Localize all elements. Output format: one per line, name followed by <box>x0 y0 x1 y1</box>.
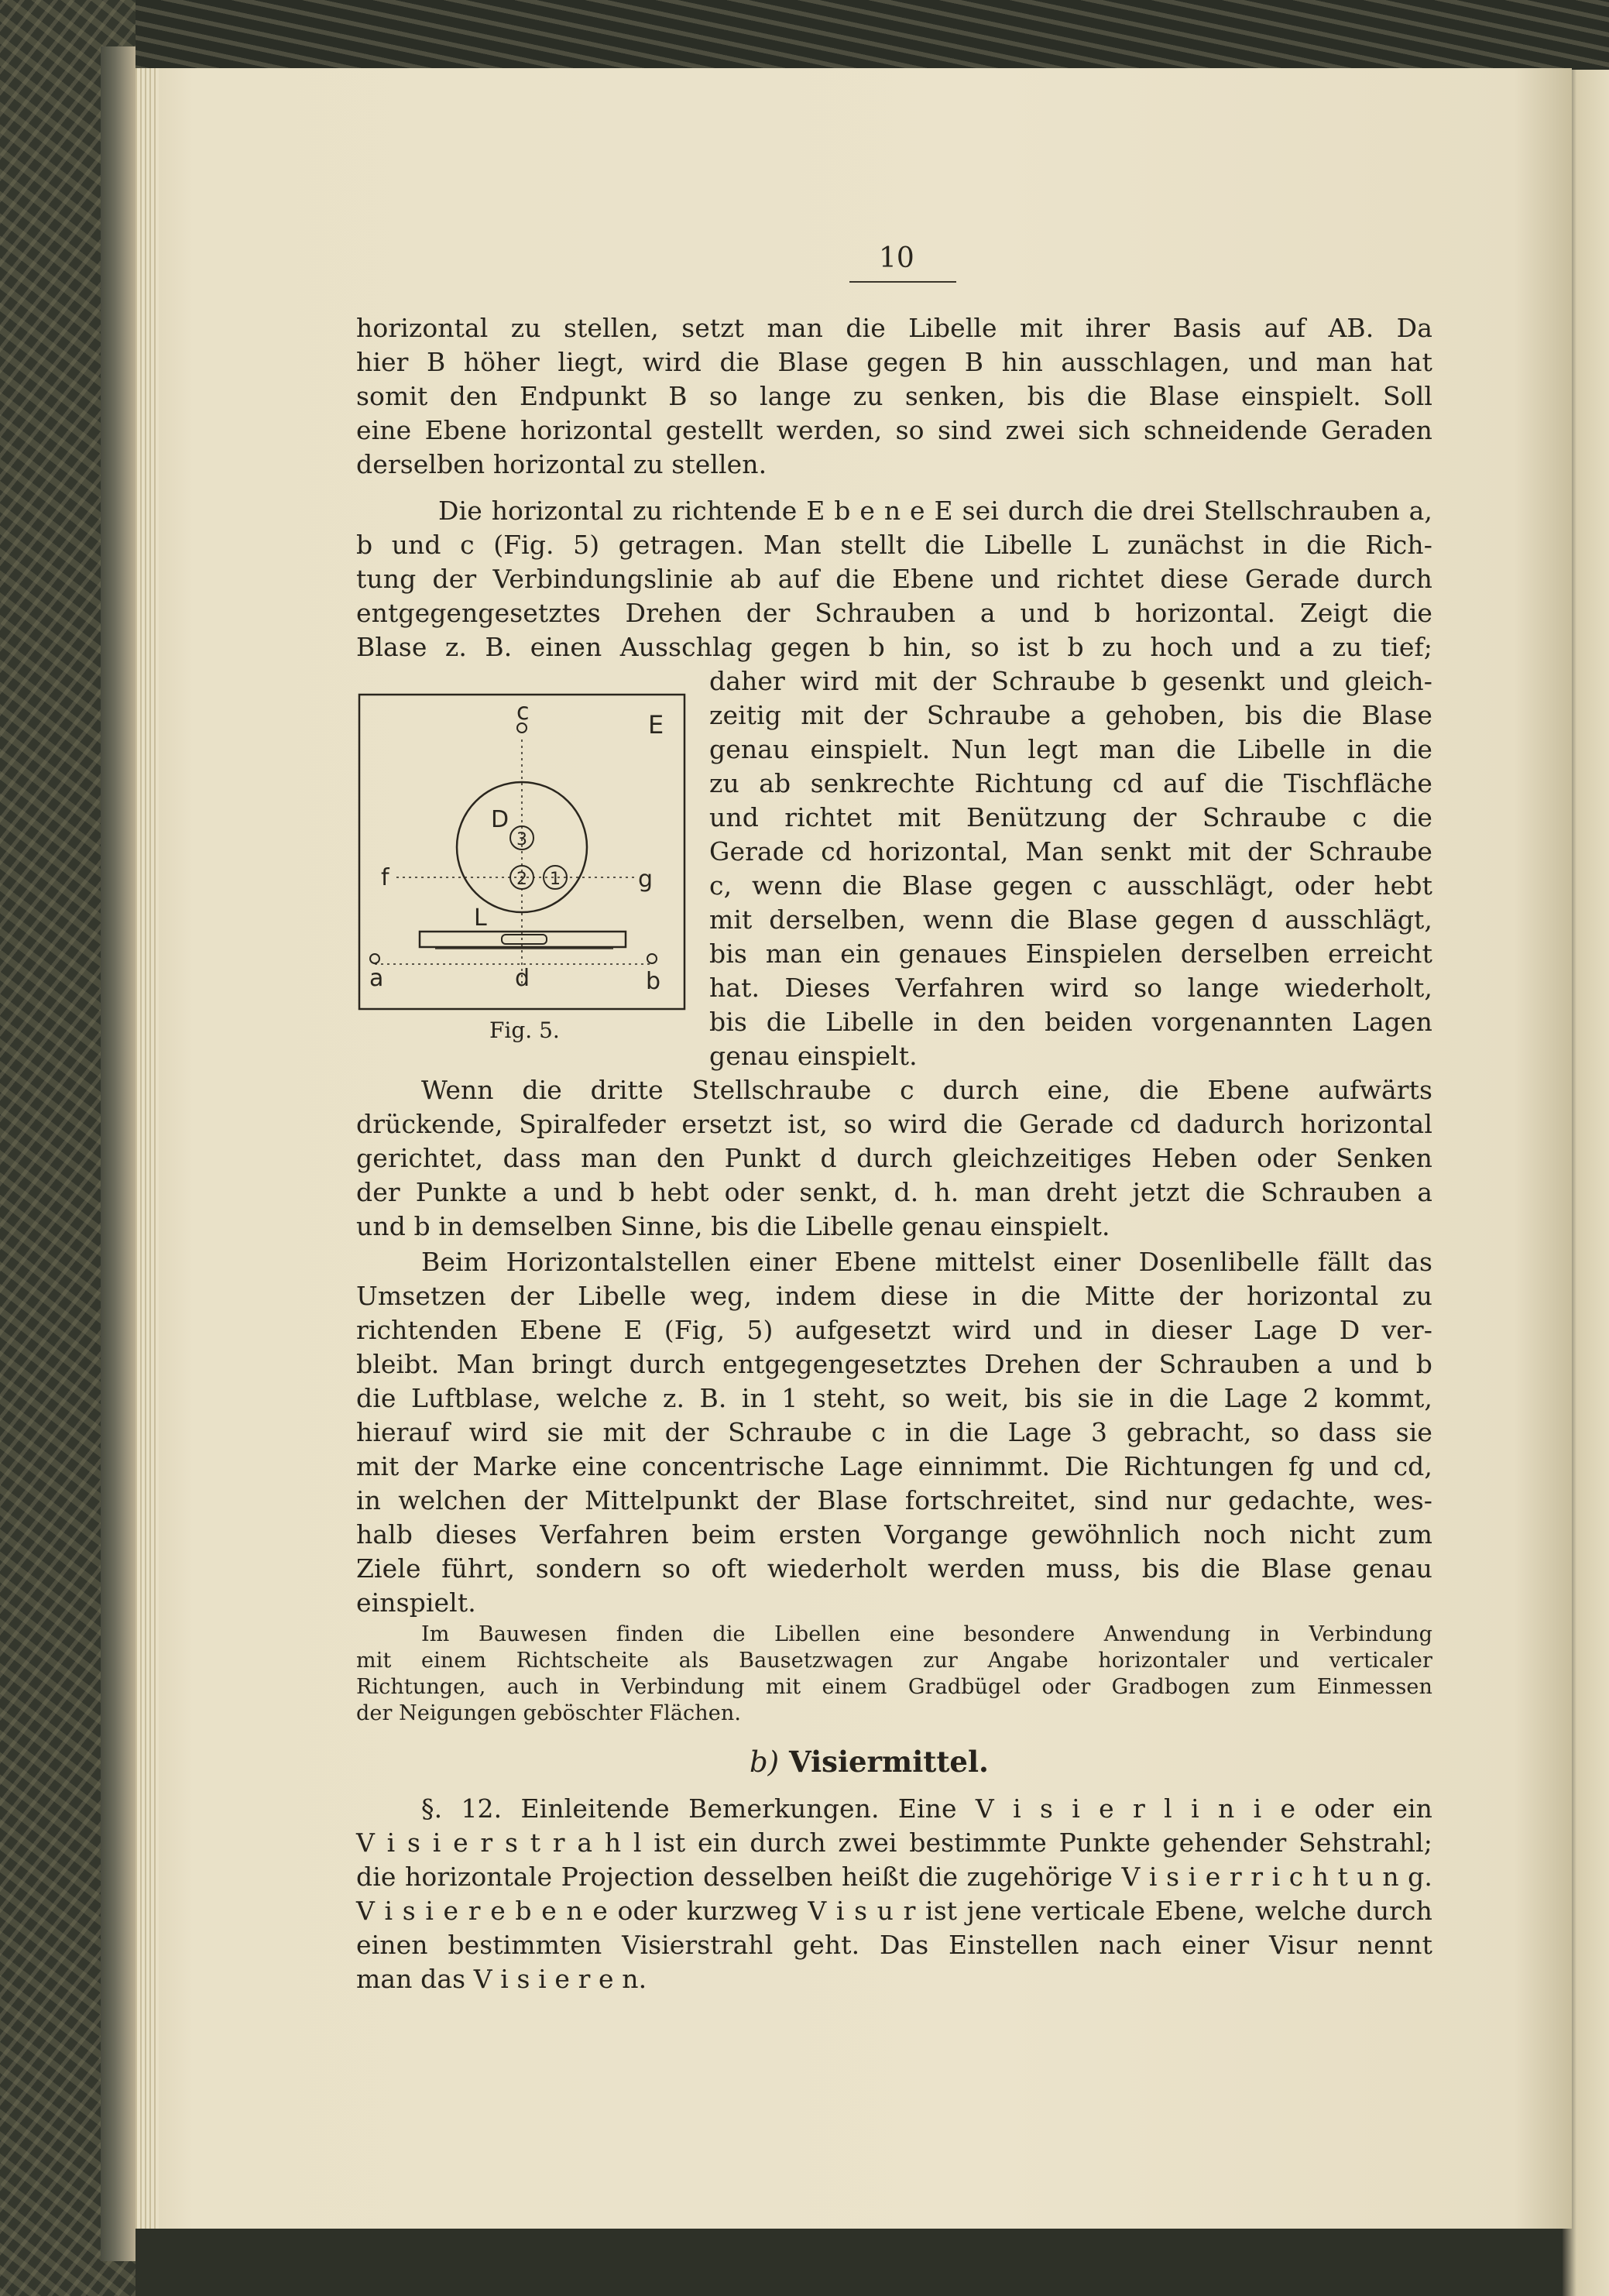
page-stack-edge <box>136 68 159 2229</box>
label-2: 2 <box>516 870 527 889</box>
text-line: V i s i e r e b e n e oder kurzweg V i s u r ist jene verticale Ebene, welche durch <box>356 1896 1432 1926</box>
text-line: hier B höher liegt, wird die Blase gegen B hin ausschlagen, und man hat <box>356 347 1432 377</box>
section-letter: b) <box>750 1745 780 1779</box>
text-line: somit den Endpunkt B so lange zu senken, bis die Blase einspielt. Soll <box>356 381 1432 411</box>
text-line: eine Ebene horizontal gestellt werden, so sind zwei sich schneidende Geraden <box>356 415 1432 445</box>
text-line: zu ab senkrechte Richtung cd auf die Tischfläche <box>709 768 1432 798</box>
text-line: mit derselben, wenn die Blase gegen d ausschlägt, <box>709 904 1432 935</box>
level-bubble <box>502 935 547 944</box>
screw-a <box>370 954 379 963</box>
text-line: Die horizontal zu richtende E b e n e E sei durch die drei Stellschrauben a, <box>438 496 1432 526</box>
label-b: b <box>646 968 661 995</box>
text-line: genau einspielt. Nun legt man die Libelle in die <box>709 734 1432 764</box>
text-line: einen bestimmten Visierstrahl geht. Das Einstellen nach einer Visur nennt <box>356 1930 1432 1960</box>
text-line: der Punkte a und b hebt oder senkt, d. h. man dreht jetzt die Schrauben a <box>356 1177 1432 1207</box>
note-line: mit einem Richtscheite als Bausetzwagen zur Angabe horizontaler und verticaler <box>356 1649 1432 1673</box>
page-number: 10 <box>879 242 914 274</box>
book-cover-top <box>0 0 1609 71</box>
text-line: und b in demselben Sinne, bis die Libelle genau einspielt. <box>356 1211 1110 1241</box>
text-line: in welchen der Mittelpunkt der Blase fortschreitet, sind nur gedachte, wes- <box>356 1485 1432 1515</box>
text-line: c, wenn die Blase gegen c ausschlägt, oder hebt <box>709 870 1432 901</box>
book-cover-left <box>0 0 136 2296</box>
text-line: Gerade cd horizontal, Man senkt mit der Schraube <box>709 836 1432 867</box>
text-line: die Luftblase, welche z. B. in 1 steht, so weit, bis sie in die Lage 2 kommt, <box>356 1383 1432 1413</box>
text-line: Blase z. B. einen Ausschlag gegen b hin, so ist b zu hoch und a zu tief; <box>356 632 1432 662</box>
text-line: drückende, Spiralfeder ersetzt ist, so wird die Gerade cd dadurch horizontal <box>356 1109 1432 1139</box>
text-line: b und c (Fig. 5) getragen. Man stellt die Libelle L zunächst in die Rich- <box>356 530 1432 560</box>
text-line: horizontal zu stellen, setzt man die Libelle mit ihrer Basis auf AB. Da <box>356 313 1432 343</box>
text-line: bis man ein genaues Einspielen derselben erreicht <box>709 939 1432 969</box>
label-D: D <box>491 806 509 833</box>
text-line: Umsetzen der Libelle weg, indem diese in die Mitte der horizontal zu <box>356 1281 1432 1311</box>
text-line: man das V i s i e r e n. <box>356 1964 647 1994</box>
text-line: und richtet mit Benützung der Schraube c die <box>709 802 1432 832</box>
section-title: Visiermittel. <box>789 1745 989 1779</box>
note-line: Im Bauwesen finden die Libellen eine besondere Anwendung in Verbindung <box>421 1622 1432 1646</box>
text-line: tung der Verbindungslinie ab auf die Ebene und richtet diese Gerade durch <box>356 564 1432 594</box>
screw-b <box>647 954 657 963</box>
figure-caption: Fig. 5. <box>489 1018 560 1043</box>
note-line: Richtungen, auch in Verbindung mit einem Gradbügel oder Gradbogen zum Einmessen <box>356 1675 1432 1699</box>
label-a: a <box>369 965 384 992</box>
text-line: zeitig mit der Schraube a gehoben, bis die Blase <box>709 700 1432 730</box>
text-line: V i s i e r s t r a h l ist ein durch zwei bestimmte Punkte gehender Sehstrahl; <box>356 1828 1432 1858</box>
text-line: hat. Dieses Verfahren wird so lange wiederholt, <box>709 973 1432 1003</box>
label-L: L <box>474 904 487 932</box>
label-3: 3 <box>516 830 527 849</box>
label-g: g <box>638 866 654 893</box>
text-line: halb dieses Verfahren beim ersten Vorgange gewöhnlich noch nicht zum <box>356 1519 1432 1550</box>
text-line: genau einspielt. <box>709 1041 918 1071</box>
text-line: richtenden Ebene E (Fig, 5) aufgesetzt wird und in dieser Lage D ver- <box>356 1315 1432 1345</box>
text-line: die horizontale Projection desselben heißt die zugehörige V i s i e r r i c h t u n g. <box>356 1862 1432 1892</box>
text-line: mit der Marke eine concentrische Lage einnimmt. Die Richtungen fg und cd, <box>356 1451 1432 1481</box>
label-1: 1 <box>550 870 561 889</box>
label-c: c <box>516 698 530 726</box>
note-line: der Neigungen geböschter Flächen. <box>356 1701 741 1725</box>
text-line: Beim Horizontalstellen einer Ebene mittelst einer Dosenlibelle fällt das <box>421 1247 1432 1277</box>
section-heading <box>750 1745 989 1779</box>
text-line: Wenn die dritte Stellschraube c durch eine, die Ebene aufwärts <box>421 1075 1432 1105</box>
figure-5-diagram <box>358 693 686 1011</box>
label-E: E <box>648 710 664 740</box>
label-d: d <box>515 965 530 992</box>
text-line: bleibt. Man bringt durch entgegengesetztes Drehen der Schrauben a und b <box>356 1349 1432 1379</box>
text-line: gerichtet, dass man den Punkt d durch gleichzeitiges Heben oder Senken <box>356 1143 1432 1173</box>
text-line: Ziele führt, sondern so oft wiederholt werden muss, bis die Blase genau <box>356 1553 1432 1584</box>
text-line: daher wird mit der Schraube b gesenkt und gleich- <box>709 666 1432 696</box>
label-f: f <box>381 864 389 891</box>
text-line: hierauf wird sie mit der Schraube c in die Lage 3 gebracht, so dass sie <box>356 1417 1432 1447</box>
text-line: derselben horizontal zu stellen. <box>356 449 767 479</box>
text-line: §. 12. Einleitende Bemerkungen. Eine V i s i e r l i n i e oder ein <box>421 1793 1432 1824</box>
text-line: entgegengesetztes Drehen der Schrauben a und b horizontal. Zeigt die <box>356 598 1432 628</box>
text-line: bis die Libelle in den beiden vorgenannten Lagen <box>709 1007 1432 1037</box>
text-line: einspielt. <box>356 1587 476 1618</box>
page-number-rule <box>849 281 956 283</box>
